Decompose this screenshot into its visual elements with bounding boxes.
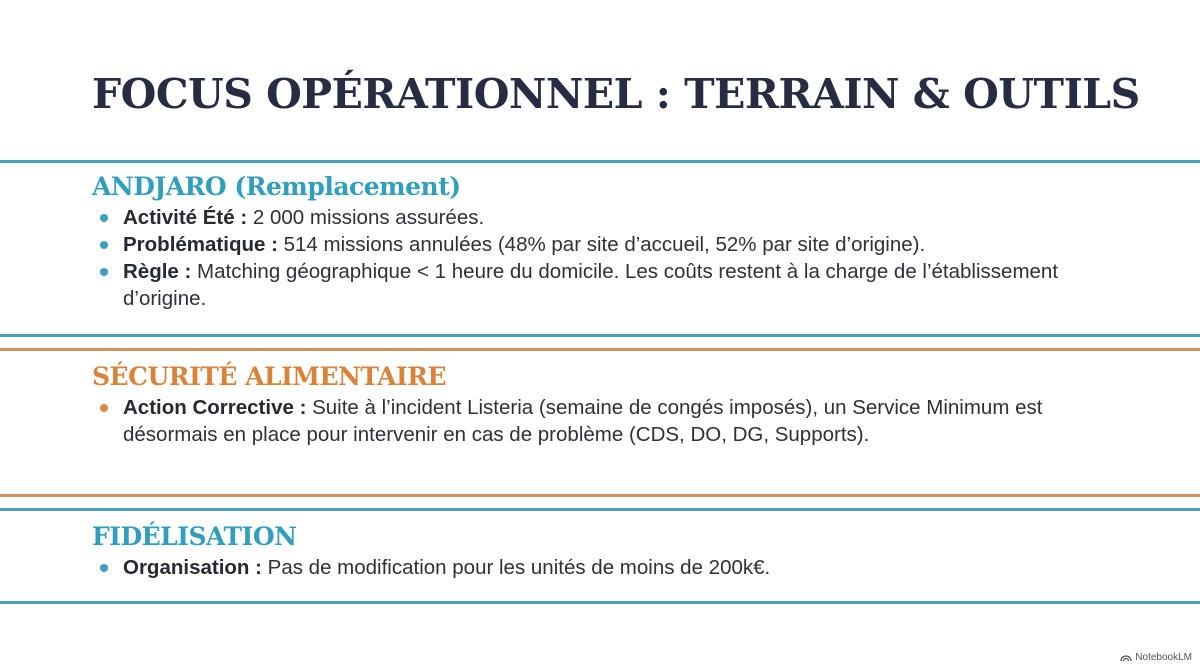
bullet-icon xyxy=(100,268,108,276)
list-item xyxy=(92,204,1142,231)
item-text: 514 missions annulées (48% par site d’accueil, 52% par site d’origine). xyxy=(277,233,926,256)
divider xyxy=(0,334,1200,337)
divider xyxy=(0,508,1200,511)
item-text: 2 000 missions assurées. xyxy=(247,206,485,229)
bullet-icon xyxy=(100,404,108,412)
section-fidelisation xyxy=(92,522,1142,581)
bullet-icon xyxy=(100,214,108,222)
slide-title: FOCUS OPÉRATIONNEL : TERRAIN & OUTILS xyxy=(92,70,1140,118)
list-item xyxy=(92,394,1063,448)
item-text: Pas de modification pour les unités de moins de 200k€. xyxy=(261,556,771,579)
item-label: Règle : xyxy=(123,260,192,283)
watermark xyxy=(1120,652,1192,663)
bullet-list xyxy=(92,204,1142,312)
divider-bottom xyxy=(0,601,1200,604)
list-item xyxy=(92,231,1142,258)
section-heading: FIDÉLISATION xyxy=(92,522,297,551)
item-text: Matching géographique < 1 heure du domicile. Les coûts restent à la charge de l’établissement d’origine. xyxy=(123,260,1059,310)
item-label: Action Corrective : xyxy=(123,396,307,419)
notebooklm-logo-icon xyxy=(1120,653,1132,662)
section-andjaro xyxy=(92,172,1142,312)
bullet-icon xyxy=(100,241,108,249)
divider xyxy=(0,494,1200,497)
section-heading: SÉCURITÉ ALIMENTAIRE xyxy=(92,362,447,391)
section-securite-alimentaire xyxy=(92,362,1142,448)
item-label: Organisation : xyxy=(123,556,262,579)
list-item xyxy=(92,258,1063,312)
bullet-list xyxy=(92,394,1142,448)
item-label: Activité Été : xyxy=(123,206,248,229)
divider xyxy=(0,348,1200,351)
item-label: Problématique : xyxy=(123,233,278,256)
section-heading: ANDJARO (Remplacement) xyxy=(92,172,461,201)
bullet-icon xyxy=(100,564,108,572)
item-text: Suite à l’incident Listeria (semaine de congés imposés), un Service Minimum est désormais en place pour intervenir en cas de problème (CDS, DO, DG, Supports). xyxy=(123,396,1043,446)
bullet-list xyxy=(92,554,1142,581)
watermark-text: NotebookLM xyxy=(1135,652,1192,663)
divider-top xyxy=(0,160,1200,163)
list-item xyxy=(92,554,1142,581)
